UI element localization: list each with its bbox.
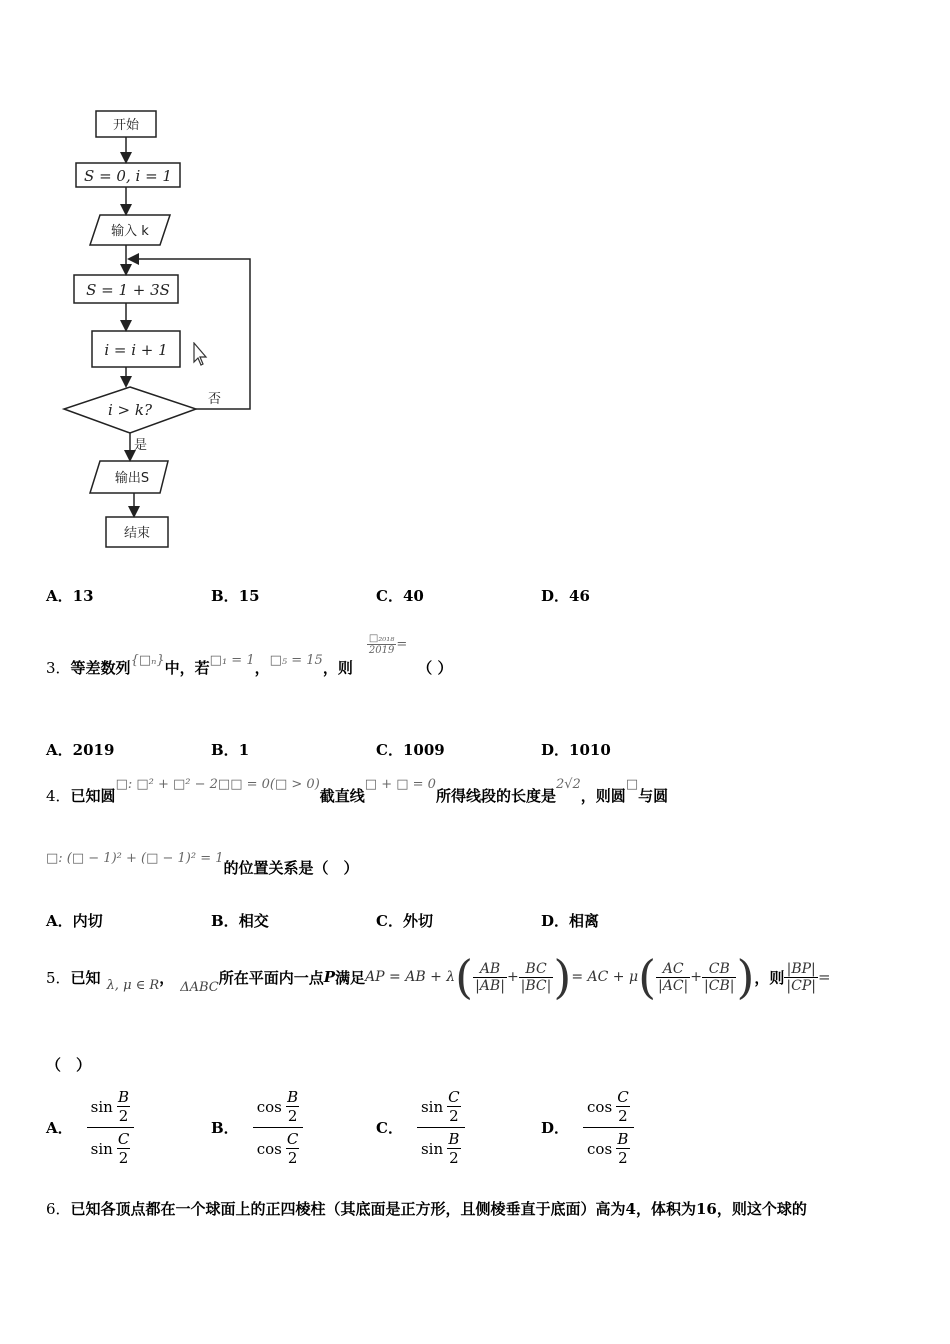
q4-text-2: 截直线 <box>319 787 365 805</box>
q5-text-2: 所在平面内一点 <box>218 968 324 987</box>
q3-text-2: 中，若 <box>164 659 210 677</box>
q2-option-d[interactable]: D．46 <box>541 587 590 605</box>
q6-text: 已知各顶点都在一个球面上的正四棱柱（其底面是正方形，且侧棱垂直于底面）高为4，体积为16，则这个球的 <box>70 1200 807 1218</box>
q5-lhs: AP = AB + λ <box>365 969 456 985</box>
q5-plus-2: + <box>690 969 703 985</box>
q5-text-4: ，则 <box>754 968 785 987</box>
q3-option-b[interactable]: B．1 <box>211 741 250 759</box>
q5-paren: （ ） <box>46 1056 92 1074</box>
q5-plus-1: + <box>506 969 519 985</box>
q5-option-d[interactable]: D． cos C 2 cos B 2 <box>541 1086 634 1169</box>
q3-option-c[interactable]: C．1009 <box>376 741 445 759</box>
question-4 <box>46 770 668 806</box>
q5-option-c[interactable]: C． sin C 2 sin B 2 <box>376 1086 465 1169</box>
q4-number: 4． <box>46 787 71 805</box>
cursor-icon <box>193 342 209 368</box>
q5-text-1: 已知 <box>70 968 101 987</box>
q3-paren: （ ） <box>417 659 453 677</box>
start-label: 开始 <box>112 118 140 133</box>
q5-point: P <box>323 968 336 986</box>
q5-equation: AP = AB + λ ( $\frac{AB}{|AB|}$ + $\frac{BC}{|BC|}$ ) = AC + μ ( $\frac{AC}{|AC|}$ + $\frac{CB}{|CB|}$ ) <box>365 950 755 1004</box>
q4-text-1: 已知圆 <box>70 787 116 805</box>
no-label: 否 <box>208 392 222 407</box>
q3-cond-1: □₁ = 1 <box>209 653 255 668</box>
q4-circle-n: □: (□ − 1)² + (□ − 1)² = 1 <box>46 851 224 866</box>
q3-cond-2: □₅ = 15 <box>269 653 323 668</box>
q5-frac-ac: $\frac{AC}{|AC|}$ <box>658 960 689 994</box>
output-label: 输出S <box>114 471 150 486</box>
q5-option-a[interactable]: A． sin B 2 sin C 2 <box>46 1086 134 1169</box>
decision-label: i > k? <box>107 401 153 419</box>
q4-length: 2√2 <box>555 777 581 792</box>
q6-number: 6． <box>46 1200 71 1218</box>
q3-text-1: 等差数列 <box>70 659 131 677</box>
q5-ratio: $\frac{|BP|}{|CP|}$ <box>786 960 816 994</box>
q2-option-b[interactable]: B．15 <box>211 587 260 605</box>
q4-option-d[interactable]: D．相离 <box>541 912 600 930</box>
q4-line: □ + □ = 0 <box>364 777 436 792</box>
q4-circle-name: □ <box>625 777 639 792</box>
q4-text-4: ，则圆 <box>580 787 626 805</box>
q5-comma: ， <box>159 968 175 987</box>
question-6 <box>46 1198 807 1219</box>
q5-frac-cb: $\frac{CB}{|CB|}$ <box>704 960 735 994</box>
q4-text-3: 所得线段的长度是 <box>435 787 556 805</box>
q4-option-b[interactable]: B．相交 <box>211 912 269 930</box>
flowchart <box>60 105 270 555</box>
q4-option-c[interactable]: C．外切 <box>376 912 433 930</box>
q5-eq: = <box>818 968 831 986</box>
yes-label: 是 <box>134 438 148 453</box>
q4-text-6: 的位置关系是（ ） <box>223 859 359 877</box>
q5-frac-ab: $\frac{AB}{|AB|}$ <box>475 960 505 994</box>
q3-option-a[interactable]: A．2019 <box>46 741 115 759</box>
question-5 <box>46 944 831 1010</box>
q4-text-5: 与圆 <box>638 787 669 805</box>
end-label: 结束 <box>123 526 151 541</box>
question-4-line-2 <box>46 842 359 878</box>
q4-option-a[interactable]: A．内切 <box>46 912 103 930</box>
q3-option-d[interactable]: D．1010 <box>541 741 611 759</box>
assign-i-label: i = i + 1 <box>104 341 168 359</box>
q5-params: λ, μ ∈ R <box>106 977 160 993</box>
q5-mid: = AC + μ <box>571 969 639 985</box>
q3-seq: {□ₙ} <box>130 653 165 668</box>
q5-frac-bc: $\frac{BC}{|BC|}$ <box>520 960 552 994</box>
q3-number: 3． <box>46 659 71 677</box>
q5-number: 5． <box>46 968 71 987</box>
q3-text-3: ，则 <box>322 659 353 677</box>
assign-s-label: S = 1 + 3S <box>86 281 170 299</box>
q2-option-c[interactable]: C．40 <box>376 587 424 605</box>
q5-triangle: ΔABC <box>180 979 219 995</box>
q3-comma: ， <box>254 659 270 677</box>
init-label: S = 0, i = 1 <box>84 167 172 185</box>
q2-option-a[interactable]: A．13 <box>46 587 94 605</box>
q5-text-3: 满足 <box>335 968 366 987</box>
q3-eq: = <box>396 637 408 652</box>
question-3 <box>46 628 452 678</box>
q4-circle-m: □: □² + □² − 2□□ = 0(□ > 0) <box>115 777 320 792</box>
q3-fraction: $\frac{\text{□₂₀₁₈}}{2019}$ <box>368 633 395 656</box>
input-label: 输入 k <box>111 224 149 239</box>
q5-option-b[interactable]: B． cos B 2 cos C 2 <box>211 1086 303 1169</box>
